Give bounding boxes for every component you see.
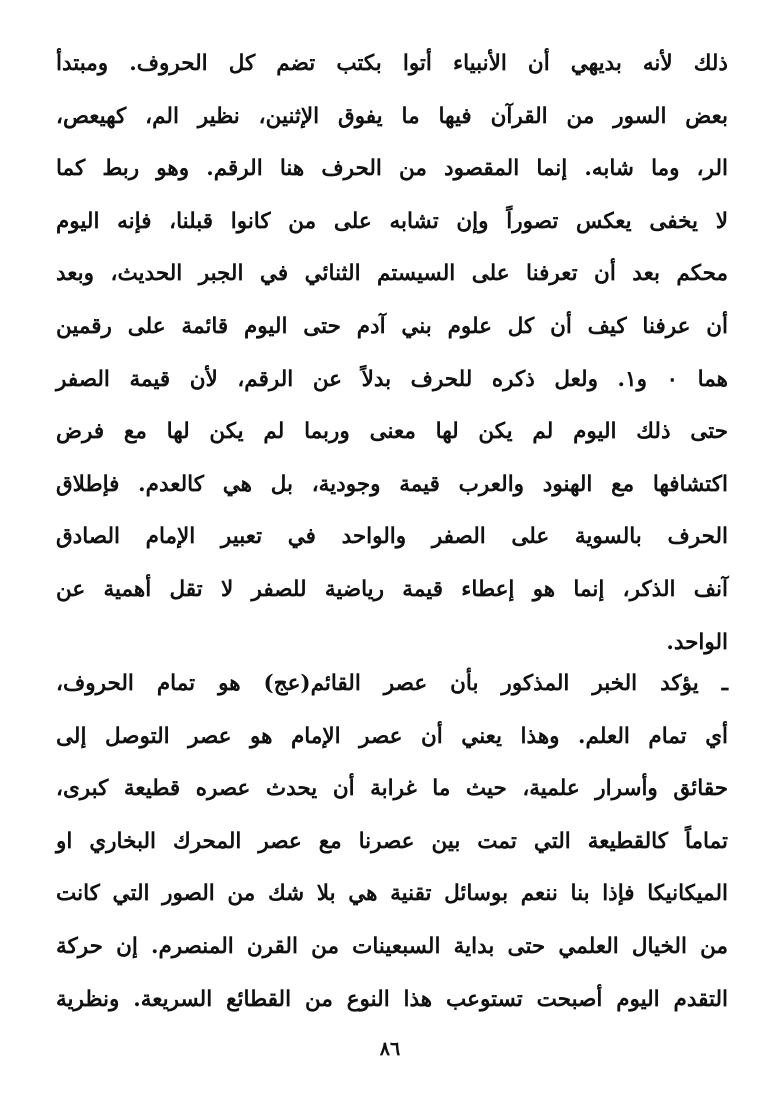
text-line: بعض السور من القرآن فيها ما يفوق الإثنين، نظير الم، كهيعص،	[56, 103, 728, 129]
text-line: الميكانيكا فإذا بنا ننعم بوسائل تقنية هي بلا شك من الصور التي كانت	[56, 881, 728, 907]
text-line: هما ٠ و١. ولعل ذكره للحرف بدلاً عن الرقم، لأن قيمة الصفر	[56, 366, 728, 392]
text-line: أن عرفنا كيف أن كل علوم بني آدم حتى اليوم قائمة على رقمين	[56, 313, 728, 339]
text-line: حقائق وأسرار علمية، حيث ما غرابة أن يحدث عصره قطيعة كبرى،	[56, 776, 728, 802]
paragraph-2	[56, 658, 728, 1026]
text-line: اكتشافها مع الهنود والعرب قيمة وجودية، بل هي كالعدم. فإطلاق	[56, 471, 728, 497]
text-line: محكم بعد أن تعرفنا على السيستم الثنائي في الجبر الحديث، وبعد	[56, 261, 728, 287]
text-line: الواحد.	[666, 629, 728, 655]
text-line: من الخيال العلمي حتى بداية السبعينات من القرن المنصرم. إن حركة	[56, 933, 728, 959]
page-number: ٨٦	[379, 1038, 401, 1060]
text-line: الحرف بالسوية على الصفر والواحد في تعبير الإمام الصادق	[56, 524, 728, 550]
text-line: حتى ذلك اليوم لم يكن لها معنى وربما لم يكن لها مع فرض	[56, 419, 728, 445]
text-line: التقدم اليوم أصبحت تستوعب هذا النوع من القطائع السريعة. ونظرية	[56, 986, 728, 1012]
paragraph-1	[56, 38, 728, 669]
text-line: تماماً كالقطيعة التي تمت بين عصرنا مع عصر المحرك البخاري او	[56, 828, 728, 854]
text-line: الر، وما شابه. إنما المقصود من الحرف هنا الرقم. وهو ربط كما	[56, 156, 728, 182]
text-line: ـ يؤكد الخبر المذكور بأن عصر القائم(عج) هو تمام الحروف،	[56, 671, 728, 696]
text-line: آنف الذكر، إنما هو إعطاء قيمة رياضية للصفر لا تقل أهمية عن	[56, 576, 728, 602]
text-line: أي تمام العلم. وهذا يعني أن عصر الإمام هو عصر التوصل إلى	[56, 723, 728, 749]
text-line: ذلك لأنه بديهي أن الأنبياء أتوا بكتب تضم كل الحروف. ومبتدأ	[56, 51, 728, 76]
text-line: لا يخفى يعكس تصوراً وإن تشابه على من كانوا قبلنا، فإنه اليوم	[56, 208, 728, 234]
